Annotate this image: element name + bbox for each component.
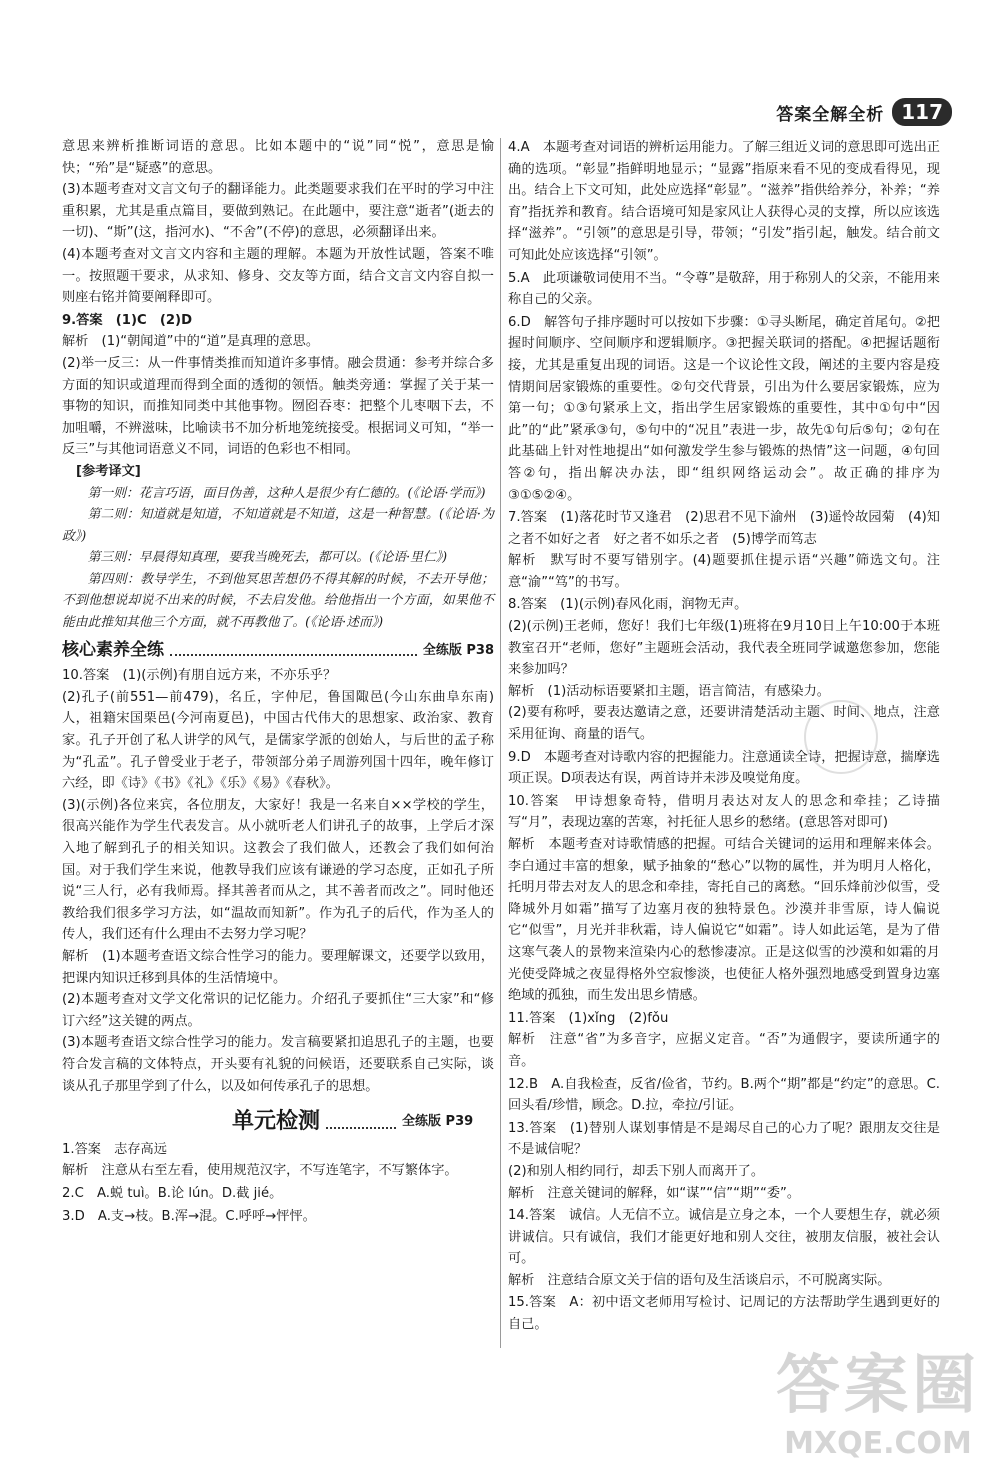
answer-10r: 10.答案 甲诗想象奇特，借明月表达对友人的思念和牵挂；乙诗描写“月”，表现边塞的苦寒，衬托征人思乡的愁绪。(意思答对即可) [508,793,940,831]
answer-9d: 9.D 本题考查对诗歌内容的把握能力。注意通读全诗，把握诗意，揣摩选项正误。D项表达有误，两首诗并未涉及嗅觉角度。 [508,749,940,787]
paragraph: 意思来辨析推断词语的意思。比如本题中的“说”同“悦”，意思是愉快；“殆”是“疑惑”的意思。 [62,139,494,176]
paragraph: (2)本题考查对文学文化常识的记忆能力。介绍孔子要抓住“三大家”和“修订六经”这关键的两点。 [62,992,494,1029]
answer-3: 3.D A.支→枝。B.浑→混。C.呼呼→怦怦。 [62,1208,316,1224]
section-title: 核心素养全练 [62,639,164,660]
analysis-9: 解析 (1)“朝闻道”中的“道”是真理的意思。 [62,334,320,350]
watermark-logo: 答案圈 [776,1349,980,1423]
section-heading-unit [232,1111,494,1133]
paragraph: (2)孔子(前551—前479)，名丘，字仲尼，鲁国陬邑(今山东曲阜东南)人，祖籍宋国栗邑(今河南夏邑)，中国古代伟大的思想家、政治家、教育家。孔子开创了私人讲学的风气，是儒家学派的创始人，与后世的孟子称为“孔孟”。孔子曾受业于老子，带领部分弟子周游列国十四年，晚年修订六经，即《诗》《书》《礼》《乐》《易》《春秋》。 [62,689,494,792]
analysis-10: 解析 (1)本题考查语文综合性学习的能力。要理解课文，还要学以致用，把课内知识迁移到具体的生活情境中。 [62,948,494,986]
answer-10: 10.答案 (1)(示例)有朋自远方来，不亦乐乎？ [62,668,337,684]
answer-12: 12.B A.自我检查，反省/俭省，节约。B.两个“期”都是“约定”的意思。C.回头看/珍惜，顾念。D.拉，牵拉/引证。 [508,1076,940,1114]
page-number: 117 [892,98,952,126]
analysis-10r: 解析 本题考查对诗歌情感的把握。可结合关键词的运用和理解来体会。李白通过丰富的想象，赋予抽象的“愁心”以物的属性，并为明月人格化，托明月带去对友人的思念和牵挂，寄托自己的离愁。“回乐烽前沙似雪，受降城外月如霜”描写了边塞月夜的独特景色。沙漠并非雪原，诗人偏说它“似雪”，月光并非秋霜，诗人偏说它“如霜”。诗人如此运笔，是为了借这寒气袭人的景物来渲染内心的愁惨凄凉。正是这似雪的沙漠和如霜的月光使受降城之夜显得格外空寂惨淡，也使征人格外强烈地感受到置身边塞绝域的孤独，而生发出思乡情感。 [508,837,940,1004]
translation-item: 第三则：早晨得知真理，要我当晚死去，都可以。(《论语·里仁》) [87,550,448,566]
paragraph: (2)和别人相约同行，却丢下别人而离开了。 [508,1163,765,1179]
answer-14: 14.答案 诚信。人无信不立。诚信是立身之本，一个人要想生存，就必须讲诚信。只有诚信，我们才能更好地和别人交往，被朋友信服，被社会认可。 [508,1208,940,1267]
section-ref: 全练版 P39 [402,1114,474,1130]
column-divider [500,138,501,1348]
paragraph: (3)本题考查语文综合性学习的能力。发言稿要紧扣追思孔子的主题，也要符合发言稿的文体特点，开头要有礼貌的问候语，还要联系自己实际，谈谈从孔子那里学到了什么，以及如何传承孔子的思想。 [62,1035,494,1094]
answer-5: 5.A 此项谦敬词使用不当。“令尊”是敬辞，用于称别人的父亲，不能用来称自己的父亲。 [508,270,940,308]
answer-15: 15.答案 A：初中语文老师用写检讨、记周记的方法帮助学生遇到更好的自己。 [508,1295,940,1333]
paragraph: (3)本题考查对文言文句子的翻译能力。此类题要求我们在平时的学习中注重积累，尤其是重点篇目，要做到熟记。在此题中，要注意“逝者”(逝去的一切)、“斯”(这，指河水)、“不舍”(不停)的意思，必须翻译出来。 [62,182,494,241]
analysis-8: 解析 (1)活动标语要紧扣主题，语言简洁，有感染力。 [508,683,830,699]
watermark [776,1334,980,1461]
analysis-11: 解析 注意“省”为多音字，应据义定音。“否”为通假字，要读所通字的音。 [508,1032,940,1069]
page-header [776,98,952,126]
analysis-1: 解析 注意从右至左看，使用规范汉字，不写连笔字，不写繁体字。 [62,1163,458,1179]
answer-9: 9.答案 (1)C (2)D [62,312,193,328]
translation-item: 第四则：教导学生，不到他冥思苦想仍不得其解的时候，不去开导他；不到他想说却说不出来的时候，不去启发他。给他指出一个方面，如果他不能由此推知其他三个方面，就不再教他了。(《论语·述而》) [62,571,494,631]
answer-4: 4.A 本题考查对词语的辨析运用能力。了解三组近义词的意思即可选出正确的选项。“彰显”指鲜明地显示；“显露”指原来看不见的变成看得见，现出。结合上下文可知，此处应选择“彰显”。“滋养”指供给养分，补养；“养育”指抚养和教育。结合语境可知是家风让人获得心灵的支撑，所以应该选择“滋养”。“引领”的意思是引导，带领；“引发”指引起，触发。结合前文可知此处应该选择“引领”。 [508,140,940,263]
analysis-14: 解析 注意结合原文关于信的语句及生活谈启示，不可脱离实际。 [508,1272,891,1288]
translation-heading: [参考译文] [76,463,141,479]
paragraph: (2)要有称呼，要表达邀请之意，还要讲清楚活动主题、时间、地点，注意采用征询、商量的语气。 [508,705,940,743]
paragraph: (4)本题考查对文言文内容和主题的理解。本题为开放性试题，答案不唯一。按照题干要求，从求知、修身、交友等方面，结合文言文内容自拟一则座右铭并简要阐释即可。 [62,246,494,306]
paragraph: (2)举一反三：从一件事情类推而知道许多事情。融会贯通：参考并综合多方面的知识或道理而得到全面的透彻的领悟。触类旁通：掌握了关于某一事物的知识，而推知同类中其他事物。囫囵吞枣：把整个儿枣咽下去，不加咀嚼，不辨滋味，比喻读书不加分析地笼统接受。根据词义可知，“举一反三”与其他词语意义不同，词语的色彩也不相同。 [62,355,494,458]
paragraph: (3)(示例)各位来宾，各位朋友，大家好！我是一名来自××学校的学生，很高兴能作为学生代表发言。从小就听老人们讲孔子的故事，上学后才深入地了解到孔子的相关知识。这教会了我们做人，还教会了我们如何治国。对于我们学生来说，他教导我们应该有谦逊的学习态度，正如孔子所说“三人行，必有我师焉。择其善者而从之，其不善者而改之”。同时他还教给我们很多学习方法，如“温故而知新”。作为孔子的后代，作为圣人的传人，我们还有什么理由不去努力学习呢？ [62,797,494,943]
dotted-leader [170,644,417,656]
translation-item: 第二则：知道就是知道，不知道就是不知道，这是一种智慧。(《论语·为政》) [62,507,494,544]
answer-8: 8.答案 (1)(示例)春风化雨，润物无声。 [508,597,748,613]
header-title: 答案全解全析 [776,104,885,125]
answer-13: 13.答案 (1)替别人谋划事情是不是竭尽自己的心力了呢？跟朋友交往是不是诚信呢？ [508,1120,940,1158]
watermark-site: MXQE.COM [784,1426,972,1461]
analysis-7: 解析 默写时不要写错别字。(4)题要抓住提示语“兴趣”筛选文句。注意“渝”“笃”的书写。 [508,553,940,590]
section-title: 单元检测 [232,1109,321,1135]
answer-11: 11.答案 (1)xǐng (2)fǒu [508,1010,669,1026]
translation-item: 第一则：花言巧语，面目伪善，这种人是很少有仁德的。(《论语·学而》) [87,485,486,501]
left-column [62,136,494,1227]
analysis-13: 解析 注意关键词的解释，如“谋”“信”“期”“委”。 [508,1185,801,1201]
paragraph: (2)(示例)王老师，您好！我们七年级(1)班将在9月10日上午10:00于本班教室召开“老师，您好”主题班会活动，我代表全班同学诚邀您参加，您能来参加吗？ [508,619,940,678]
answer-7: 7.答案 (1)落花时节又逢君 (2)思君不见下渝州 (3)遥怜故园菊 (4)知之者不如好之者 好之者不如乐之者 (5)博学而笃志 [508,510,940,547]
section-ref: 全练版 P38 [422,642,494,658]
answer-1: 1.答案 志存高远 [62,1141,167,1157]
stamp-mark [804,700,878,774]
section-heading-core [62,640,494,662]
answer-2: 2.C A.蜕 tuì。B.论 lún。D.截 jié。 [62,1185,283,1201]
answer-6: 6.D 解答句子排序题时可以按如下步骤：①寻头断尾，确定首尾句。②把握时间顺序、空间顺序和逻辑顺序。③把握关联词的搭配。④把握话题衔接，尤其是重复出现的词语。这是一个议论性文段，阐述的主要内容是疫情期间居家锻炼的重要性。②句交代背景，引出为什么要居家锻炼，应为第一句；①③句紧承上文，指出学生居家锻炼的重要性，其中①句中“因此”的“此”紧承③句，⑤句中的“况且”表进一步，故先①句后⑤句；②句在此基础上针对性地提出“如何激发学生参与锻炼的热情”这一问题，④句回答②句，指出解决办法，即“组织网络运动会”。故正确的排序为③①⑤②④。 [508,314,940,503]
dotted-leader [326,1115,396,1129]
